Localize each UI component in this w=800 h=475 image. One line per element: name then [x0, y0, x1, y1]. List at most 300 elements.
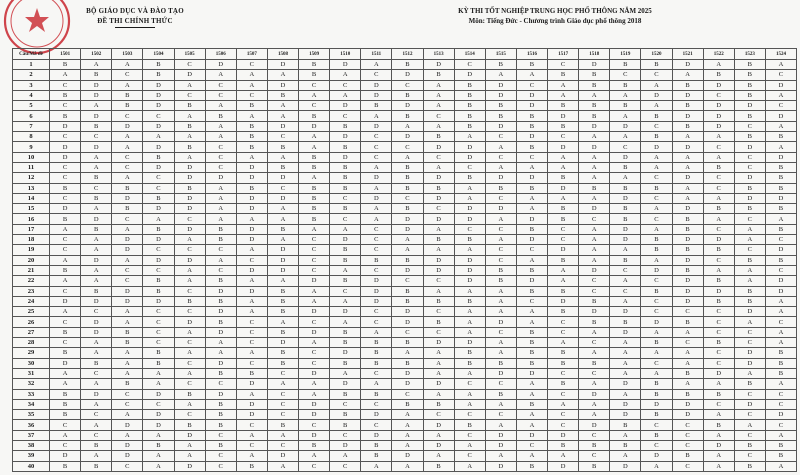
answer-cell: C	[641, 420, 672, 430]
answer-cell: B	[485, 111, 516, 121]
table-row	[13, 111, 797, 121]
answer-cell: C	[205, 245, 236, 255]
answer-cell: D	[143, 255, 174, 265]
answer-cell: C	[392, 389, 423, 399]
answer-cell: A	[672, 193, 703, 203]
answer-cell: C	[361, 70, 392, 80]
answer-cell: A	[423, 245, 454, 255]
answer-cell: C	[548, 60, 579, 70]
answer-cell: C	[485, 410, 516, 420]
answer-cell: C	[548, 410, 579, 420]
answer-cell: B	[454, 235, 485, 245]
answer-cell: A	[548, 338, 579, 348]
answer-cell: C	[236, 90, 267, 100]
answer-cell: D	[423, 338, 454, 348]
answer-cell: B	[703, 389, 734, 399]
exam-code-header: 1508	[267, 49, 298, 60]
answer-cell: B	[703, 296, 734, 306]
answer-cell: D	[81, 214, 112, 224]
answer-cell: A	[485, 348, 516, 358]
answer-cell: B	[734, 296, 765, 306]
answer-cell: A	[112, 317, 143, 327]
answer-cell: B	[548, 307, 579, 317]
answer-cell: A	[50, 379, 81, 389]
answer-cell: B	[485, 183, 516, 193]
answer-cell: C	[299, 348, 330, 358]
answer-cell: D	[734, 101, 765, 111]
answer-cell: B	[50, 399, 81, 409]
answer-cell: A	[299, 286, 330, 296]
answer-cell: D	[267, 255, 298, 265]
answer-cell: A	[610, 173, 641, 183]
answer-cell: B	[174, 420, 205, 430]
answer-cell: A	[205, 132, 236, 142]
answer-cell: C	[734, 245, 765, 255]
answer-cell: D	[236, 224, 267, 234]
answer-cell: D	[143, 420, 174, 430]
answer-cell: C	[703, 399, 734, 409]
answer-cell: A	[548, 193, 579, 203]
answer-cell: D	[267, 173, 298, 183]
answer-cell: B	[112, 101, 143, 111]
answer-cell: A	[299, 90, 330, 100]
answer-cell: A	[548, 265, 579, 275]
answer-cell: C	[579, 286, 610, 296]
answer-cell: A	[392, 235, 423, 245]
answer-cell: B	[205, 296, 236, 306]
answer-cell: A	[361, 214, 392, 224]
answer-cell: D	[143, 410, 174, 420]
answer-cell: A	[81, 420, 112, 430]
answer-cell: A	[174, 440, 205, 450]
answer-cell: C	[454, 162, 485, 172]
answer-cell: A	[485, 451, 516, 461]
answer-cell: C	[267, 389, 298, 399]
answer-cell: B	[765, 132, 796, 142]
answer-cell: B	[672, 101, 703, 111]
answer-cell: C	[81, 368, 112, 378]
answer-cell: C	[174, 214, 205, 224]
answer-cell: B	[423, 183, 454, 193]
answer-cell: C	[392, 142, 423, 152]
answer-cell: A	[267, 214, 298, 224]
answer-cell: B	[765, 204, 796, 214]
question-number: 1	[13, 60, 50, 70]
answer-cell: C	[299, 420, 330, 430]
answer-cell: A	[267, 430, 298, 440]
question-number: 30	[13, 358, 50, 368]
answer-cell: B	[330, 410, 361, 420]
answer-cell: C	[765, 420, 796, 430]
answer-cell: B	[610, 440, 641, 450]
answer-cell: A	[454, 368, 485, 378]
table-row	[13, 379, 797, 389]
answer-cell: A	[765, 296, 796, 306]
answer-cell: A	[765, 214, 796, 224]
answer-cell: B	[454, 101, 485, 111]
answer-cell: D	[361, 410, 392, 420]
answer-cell: B	[672, 121, 703, 131]
answer-cell: C	[765, 70, 796, 80]
answer-cell: A	[267, 379, 298, 389]
answer-cell: D	[361, 90, 392, 100]
answer-cell: A	[112, 224, 143, 234]
table-row	[13, 101, 797, 111]
answer-cell: B	[81, 461, 112, 471]
answer-cell: C	[267, 368, 298, 378]
answer-cell: D	[548, 461, 579, 471]
answer-cell: B	[143, 440, 174, 450]
answer-cell: A	[734, 420, 765, 430]
answer-cell: B	[50, 90, 81, 100]
answer-cell: A	[361, 379, 392, 389]
answer-cell: D	[485, 80, 516, 90]
answer-cell: B	[50, 410, 81, 420]
answer-cell: B	[610, 317, 641, 327]
answer-cell: D	[267, 60, 298, 70]
answer-cell: A	[299, 142, 330, 152]
answer-cell: D	[392, 214, 423, 224]
answer-cell: A	[548, 90, 579, 100]
answer-cell: B	[579, 296, 610, 306]
answer-cell: D	[454, 70, 485, 80]
answer-cell: C	[641, 440, 672, 450]
answer-cell: B	[454, 296, 485, 306]
answer-cell: C	[361, 399, 392, 409]
answer-cell: B	[299, 440, 330, 450]
answer-cell: D	[392, 70, 423, 80]
answer-cell: B	[734, 379, 765, 389]
answer-cell: A	[579, 255, 610, 265]
answer-cell: D	[392, 132, 423, 142]
answer-cell: A	[423, 80, 454, 90]
answer-cell: B	[765, 173, 796, 183]
answer-cell: B	[734, 70, 765, 80]
answer-cell: A	[330, 451, 361, 461]
answer-cell: C	[205, 379, 236, 389]
answer-cell: D	[81, 389, 112, 399]
answer-cell: A	[516, 162, 547, 172]
answer-cell: B	[516, 348, 547, 358]
answer-cell: A	[112, 132, 143, 142]
answer-cell: A	[267, 70, 298, 80]
answer-cell: A	[299, 132, 330, 142]
answer-cell: A	[174, 265, 205, 275]
answer-cell: A	[672, 70, 703, 80]
answer-cell: D	[143, 101, 174, 111]
answer-cell: C	[703, 255, 734, 265]
answer-cell: A	[361, 111, 392, 121]
answer-cell: C	[703, 307, 734, 317]
answer-cell: A	[267, 152, 298, 162]
answer-cell: D	[236, 193, 267, 203]
answer-cell: D	[703, 80, 734, 90]
answer-cell: C	[236, 60, 267, 70]
answer-cell: A	[299, 389, 330, 399]
answer-cell: D	[454, 265, 485, 275]
answer-cell: A	[454, 286, 485, 296]
answer-cell: A	[81, 235, 112, 245]
answer-cell: C	[361, 368, 392, 378]
answer-cell: C	[361, 224, 392, 234]
answer-cell: D	[143, 296, 174, 306]
answer-cell: B	[516, 224, 547, 234]
answer-cell: D	[267, 338, 298, 348]
answer-cell: A	[548, 399, 579, 409]
answer-cell: B	[516, 327, 547, 337]
answer-cell: A	[423, 389, 454, 399]
answer-cell: D	[112, 451, 143, 461]
question-number: 9	[13, 142, 50, 152]
answer-cell: B	[81, 173, 112, 183]
answer-cell: D	[579, 142, 610, 152]
answer-cell: B	[423, 317, 454, 327]
answer-cell: D	[174, 224, 205, 234]
answer-cell: D	[672, 60, 703, 70]
answer-cell: A	[579, 152, 610, 162]
answer-cell: B	[236, 132, 267, 142]
answer-cell: A	[112, 255, 143, 265]
answer-cell: D	[454, 276, 485, 286]
answer-cell: A	[236, 348, 267, 358]
answer-cell: B	[205, 399, 236, 409]
answer-cell: C	[485, 245, 516, 255]
answer-cell: B	[205, 111, 236, 121]
answer-cell: C	[610, 265, 641, 275]
answer-cell: B	[641, 245, 672, 255]
answer-cell: A	[361, 162, 392, 172]
table-row	[13, 152, 797, 162]
table-row	[13, 348, 797, 358]
answer-cell: C	[610, 286, 641, 296]
answer-cell: D	[330, 348, 361, 358]
answer-cell: B	[548, 348, 579, 358]
answer-cell: B	[112, 338, 143, 348]
answer-cell: C	[81, 132, 112, 142]
answer-cell: A	[174, 327, 205, 337]
answer-cell: D	[610, 152, 641, 162]
answer-cell: A	[610, 430, 641, 440]
answer-cell: A	[703, 132, 734, 142]
answer-cell: B	[765, 358, 796, 368]
answer-cell: B	[330, 142, 361, 152]
answer-cell: D	[610, 461, 641, 471]
answer-cell: B	[765, 224, 796, 234]
answer-cell: D	[361, 121, 392, 131]
answer-cell: D	[423, 379, 454, 389]
answer-cell: D	[392, 265, 423, 275]
answer-cell: A	[610, 451, 641, 461]
answer-cell: B	[765, 440, 796, 450]
table-row	[13, 368, 797, 378]
answer-cell: A	[485, 235, 516, 245]
answer-cell: D	[361, 80, 392, 90]
answer-cell: C	[299, 80, 330, 90]
answer-cell: C	[330, 80, 361, 90]
answer-cell: B	[454, 90, 485, 100]
answer-cell: A	[205, 101, 236, 111]
answer-cell: B	[703, 276, 734, 286]
answer-cell: B	[423, 235, 454, 245]
answer-cell: B	[81, 224, 112, 234]
question-number: 34	[13, 399, 50, 409]
answer-cell: A	[703, 451, 734, 461]
answer-cell: B	[392, 162, 423, 172]
answer-cell: D	[174, 461, 205, 471]
answer-cell: A	[765, 307, 796, 317]
answer-cell: D	[734, 348, 765, 358]
answer-cell: C	[641, 358, 672, 368]
answer-cell: C	[112, 214, 143, 224]
answer-cell: D	[81, 111, 112, 121]
answer-cell: A	[112, 358, 143, 368]
exam-code-header: 1513	[423, 49, 454, 60]
answer-cell: C	[330, 399, 361, 409]
answer-cell: C	[50, 317, 81, 327]
table-row	[13, 60, 797, 70]
answer-cell: A	[174, 276, 205, 286]
question-number: 39	[13, 451, 50, 461]
answer-cell: D	[672, 90, 703, 100]
answer-cell: B	[454, 358, 485, 368]
answer-cell: A	[548, 162, 579, 172]
answer-cell: C	[485, 255, 516, 265]
answer-cell: D	[112, 296, 143, 306]
answer-cell: B	[236, 142, 267, 152]
answer-cell: D	[236, 286, 267, 296]
answer-cell: D	[579, 265, 610, 275]
answer-cell: A	[299, 173, 330, 183]
exam-code-header: 1502	[81, 49, 112, 60]
question-number: 7	[13, 121, 50, 131]
answer-cell: D	[361, 296, 392, 306]
answer-cell: C	[485, 224, 516, 234]
answer-cell: C	[703, 90, 734, 100]
table-row	[13, 338, 797, 348]
answer-cell: A	[81, 276, 112, 286]
answer-cell: A	[50, 368, 81, 378]
answer-cell: C	[174, 410, 205, 420]
answer-cell: A	[50, 276, 81, 286]
answer-cell: C	[236, 338, 267, 348]
question-number: 3	[13, 80, 50, 90]
answer-cell: D	[392, 368, 423, 378]
answer-cell: C	[672, 430, 703, 440]
answer-cell: C	[703, 317, 734, 327]
answer-cell: C	[641, 296, 672, 306]
answer-cell: C	[423, 111, 454, 121]
answer-cell: B	[236, 461, 267, 471]
answer-cell: B	[423, 296, 454, 306]
answer-cell: D	[299, 410, 330, 420]
answer-cell: B	[485, 389, 516, 399]
answer-cell: B	[330, 358, 361, 368]
answer-cell: C	[361, 152, 392, 162]
answer-cell: D	[516, 368, 547, 378]
answer-cell: D	[330, 235, 361, 245]
answer-cell: A	[485, 286, 516, 296]
answer-cell: A	[579, 410, 610, 420]
answer-cell: A	[454, 132, 485, 142]
answer-cell: A	[423, 286, 454, 296]
answer-cell: A	[579, 327, 610, 337]
answer-cell: C	[143, 327, 174, 337]
question-number: 33	[13, 389, 50, 399]
answer-cell: A	[485, 338, 516, 348]
question-number: 19	[13, 245, 50, 255]
answer-cell: D	[672, 255, 703, 265]
answer-cell: D	[299, 368, 330, 378]
answer-cell: C	[50, 162, 81, 172]
answer-cell: A	[516, 317, 547, 327]
question-number: 17	[13, 224, 50, 234]
answer-cell: A	[267, 235, 298, 245]
answer-cell: D	[330, 60, 361, 70]
answer-cell: C	[765, 317, 796, 327]
answer-cell: B	[454, 420, 485, 430]
answer-cell: D	[703, 121, 734, 131]
question-number: 6	[13, 111, 50, 121]
answer-cell: D	[50, 358, 81, 368]
table-row	[13, 420, 797, 430]
answer-cell: A	[672, 348, 703, 358]
answer-cell: C	[174, 358, 205, 368]
answer-cell: A	[579, 235, 610, 245]
answer-cell: C	[734, 451, 765, 461]
answer-cell: C	[548, 132, 579, 142]
answer-cell: B	[672, 214, 703, 224]
answer-cell: D	[205, 60, 236, 70]
answer-cell: D	[423, 60, 454, 70]
answer-cell: C	[267, 440, 298, 450]
answer-cell: B	[641, 338, 672, 348]
answer-cell: D	[299, 327, 330, 337]
answer-cell: A	[143, 214, 174, 224]
answer-cell: C	[112, 265, 143, 275]
answer-cell: C	[112, 152, 143, 162]
answer-cell: C	[50, 132, 81, 142]
answer-cell: B	[81, 70, 112, 80]
answer-cell: A	[392, 152, 423, 162]
answer-cell: C	[236, 358, 267, 368]
answer-cell: D	[299, 276, 330, 286]
answer-cell: A	[267, 461, 298, 471]
answer-cell: A	[392, 121, 423, 131]
answer-cell: B	[548, 214, 579, 224]
answer-cell: D	[205, 327, 236, 337]
question-number: 26	[13, 317, 50, 327]
answer-cell: A	[392, 245, 423, 255]
answer-cell: C	[236, 440, 267, 450]
answer-cell: C	[299, 255, 330, 265]
answer-cell: A	[143, 132, 174, 142]
answer-cell: B	[641, 183, 672, 193]
answer-cell: A	[765, 90, 796, 100]
question-number: 21	[13, 265, 50, 275]
answer-cell: C	[50, 101, 81, 111]
answer-cell: B	[143, 70, 174, 80]
answer-cell: A	[143, 368, 174, 378]
answer-cell: C	[734, 121, 765, 131]
question-number: 2	[13, 70, 50, 80]
answer-cell: C	[299, 235, 330, 245]
answer-cell: D	[516, 430, 547, 440]
answer-cell: B	[174, 101, 205, 111]
answer-cell: B	[330, 245, 361, 255]
answer-cell: B	[299, 60, 330, 70]
answer-cell: C	[143, 338, 174, 348]
table-row	[13, 204, 797, 214]
